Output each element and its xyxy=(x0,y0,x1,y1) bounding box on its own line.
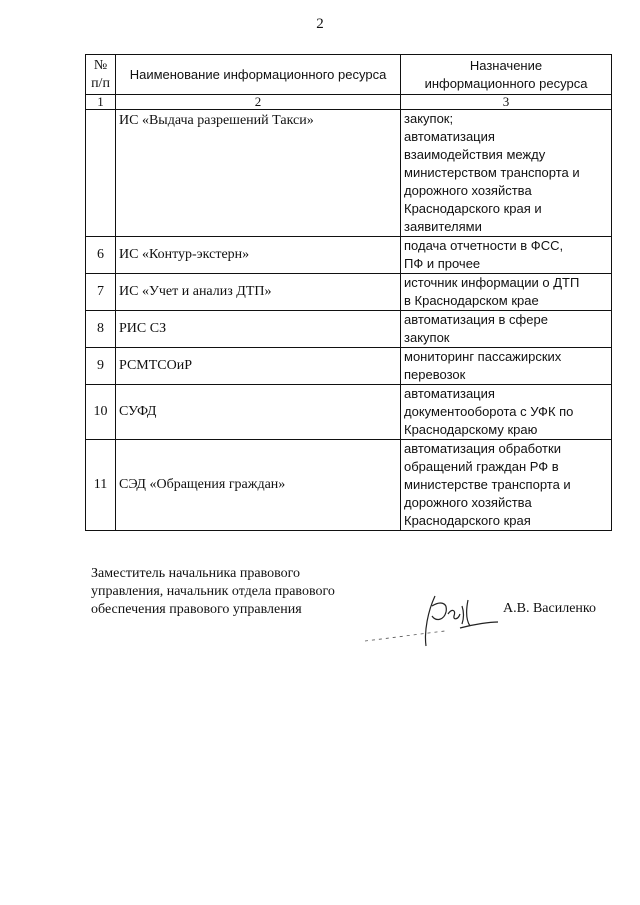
resource-purpose xyxy=(401,311,612,348)
table-row xyxy=(86,348,612,385)
purpose-line: мониторинг пассажирских xyxy=(404,349,562,364)
signer-name: А.В. Василенко xyxy=(503,601,596,616)
resource-name: РСМТСОиР xyxy=(116,348,401,385)
purpose-line: закупок xyxy=(404,330,450,345)
purpose-line: закупок; xyxy=(404,111,454,126)
table-row xyxy=(86,311,612,348)
purpose-line: автоматизация в сфере xyxy=(404,312,548,327)
purpose-line: Краснодарского края xyxy=(404,513,531,528)
row-number: 8 xyxy=(86,311,116,348)
resource-name: РИС СЗ xyxy=(116,311,401,348)
purpose-line: перевозок xyxy=(404,367,466,382)
column-index: 2 xyxy=(116,95,401,110)
row-number: 11 xyxy=(86,440,116,531)
table-header-row xyxy=(86,55,612,95)
signature-block-position xyxy=(91,565,335,619)
purpose-line: Краснодарского края и xyxy=(404,201,542,216)
purpose-line: Краснодарскому краю xyxy=(404,422,538,437)
row-number: 6 xyxy=(86,237,116,274)
table-row xyxy=(86,274,612,311)
purpose-line: в Краснодарском крае xyxy=(404,293,539,308)
page-number: 2 xyxy=(316,16,324,32)
handwritten-signature xyxy=(360,576,500,656)
row-number: 10 xyxy=(86,385,116,440)
resource-name: ИС «Выдача разрешений Такси» xyxy=(116,110,401,237)
column-index-row xyxy=(86,95,612,110)
purpose-line: источник информации о ДТП xyxy=(404,275,580,290)
purpose-line: ПФ и прочее xyxy=(404,256,481,271)
purpose-line: автоматизация обработки xyxy=(404,441,561,456)
purpose-line: автоматизация xyxy=(404,129,495,144)
resource-purpose xyxy=(401,440,612,531)
purpose-line: подача отчетности в ФСС, xyxy=(404,238,564,253)
resource-purpose xyxy=(401,385,612,440)
purpose-line: министерством транспорта и xyxy=(404,165,580,180)
resource-name: СЭД «Обращения граждан» xyxy=(116,440,401,531)
table-row xyxy=(86,237,612,274)
purpose-line: заявителями xyxy=(404,219,482,234)
resource-purpose xyxy=(401,274,612,311)
purpose-line: документооборота с УФК по xyxy=(404,404,574,419)
table-row xyxy=(86,440,612,531)
resource-purpose xyxy=(401,348,612,385)
row-number: 7 xyxy=(86,274,116,311)
column-index: 3 xyxy=(401,95,612,110)
header-resource-name: Наименование информационного ресурса xyxy=(116,55,401,95)
purpose-line: дорожного хозяйства xyxy=(404,183,532,198)
row-number: 9 xyxy=(86,348,116,385)
purpose-line: министерстве транспорта и xyxy=(404,477,571,492)
information-resources-table xyxy=(85,54,612,531)
position-line: обеспечения правового управления xyxy=(91,602,302,617)
purpose-line: дорожного хозяйства xyxy=(404,495,532,510)
header-number: № п/п xyxy=(86,55,116,95)
header-resource-purpose: Назначение информационного ресурса xyxy=(401,55,612,95)
purpose-line: автоматизация xyxy=(404,386,495,401)
column-index: 1 xyxy=(86,95,116,110)
table-row xyxy=(86,385,612,440)
purpose-line: взаимодействия между xyxy=(404,147,546,162)
position-line: управления, начальник отдела правового xyxy=(91,584,335,599)
resource-name: СУФД xyxy=(116,385,401,440)
resource-name: ИС «Контур-экстерн» xyxy=(116,237,401,274)
table-row xyxy=(86,110,612,237)
resource-name: ИС «Учет и анализ ДТП» xyxy=(116,274,401,311)
position-line: Заместитель начальника правового xyxy=(91,566,300,581)
row-number xyxy=(86,110,116,237)
purpose-line: обращений граждан РФ в xyxy=(404,459,559,474)
resource-purpose xyxy=(401,237,612,274)
resource-purpose xyxy=(401,110,612,237)
